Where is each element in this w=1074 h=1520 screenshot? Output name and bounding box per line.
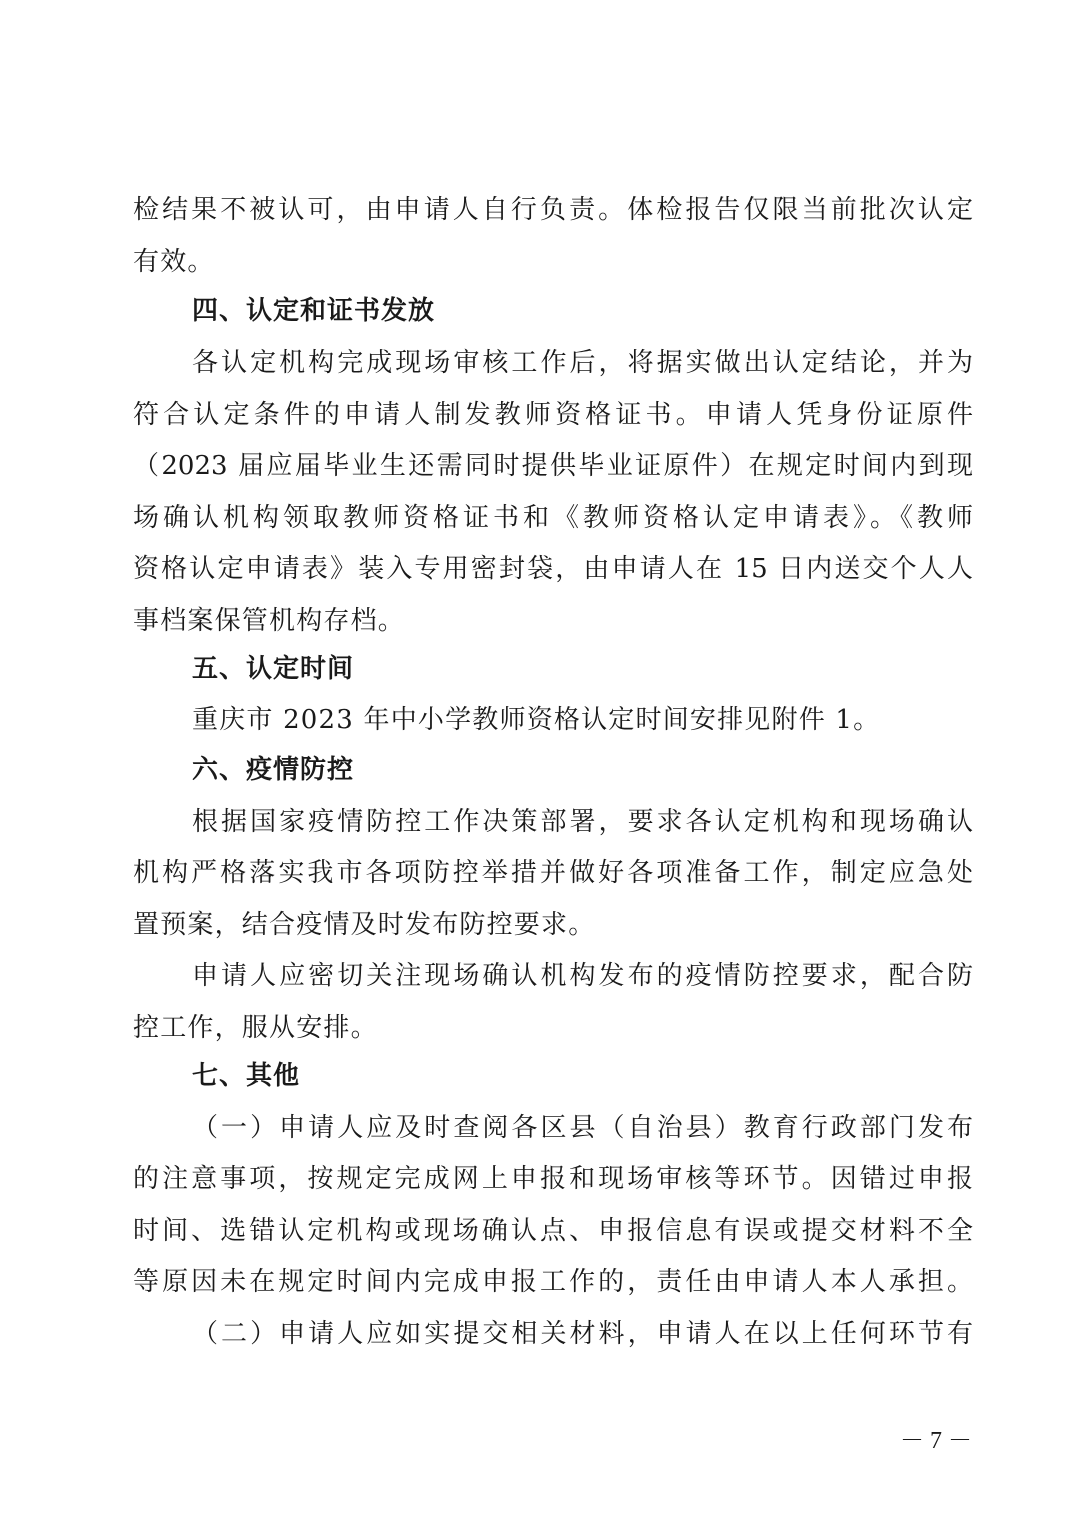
- body-text-line: 符合认定条件的申请人制发教师资格证书。申请人凭身份证原件: [133, 400, 973, 430]
- body-text-line: 各认定机构完成现场审核工作后，将据实做出认定结论，并为: [192, 348, 973, 378]
- body-text-line: 有效。: [133, 247, 215, 277]
- section-heading: 四、认定和证书发放: [192, 296, 436, 326]
- body-text-line: （一）申请人应及时查阅各区县（自治县）教育行政部门发布: [192, 1113, 973, 1143]
- body-text-line: 机构严格落实我市各项防控举措并做好各项准备工作，制定应急处: [133, 858, 973, 888]
- body-text-line: 申请人应密切关注现场确认机构发布的疫情防控要求，配合防: [192, 961, 973, 991]
- body-text-line: 等原因未在规定时间内完成申报工作的，责任由申请人本人承担。: [133, 1267, 973, 1297]
- body-text-line: 场确认机构领取教师资格证书和《教师资格认定申请表》。《教师: [133, 503, 973, 533]
- body-text-line: 控工作，服从安排。: [133, 1013, 378, 1043]
- body-text-line: （2023 届应届毕业生还需同时提供毕业证原件）在规定时间内到现: [133, 451, 973, 481]
- section-heading: 五、认定时间: [192, 654, 355, 684]
- body-text-line: 根据国家疫情防控工作决策部署，要求各认定机构和现场确认: [192, 807, 973, 837]
- body-text-line: 置预案，结合疫情及时发布防控要求。: [133, 910, 596, 940]
- body-text-line: 的注意事项，按规定完成网上申报和现场审核等环节。因错过申报: [133, 1164, 973, 1194]
- section-heading: 六、疫情防控: [192, 755, 355, 785]
- body-text-line: 重庆市 2023 年中小学教师资格认定时间安排见附件 1。: [192, 705, 881, 735]
- body-text-line: 时间、选错认定机构或现场确认点、申报信息有误或提交材料不全: [133, 1216, 973, 1246]
- body-text-line: 资格认定申请表》装入专用密封袋，由申请人在 15 日内送交个人人: [133, 554, 973, 584]
- body-text-line: （二）申请人应如实提交相关材料，申请人在以上任何环节有: [192, 1319, 973, 1349]
- body-text-line: 事档案保管机构存档。: [133, 606, 406, 636]
- page-number: － 7 －: [900, 1428, 972, 1454]
- body-text-line: 检结果不被认可，由申请人自行负责。体检报告仅限当前批次认定: [133, 195, 973, 225]
- section-heading: 七、其他: [192, 1061, 301, 1091]
